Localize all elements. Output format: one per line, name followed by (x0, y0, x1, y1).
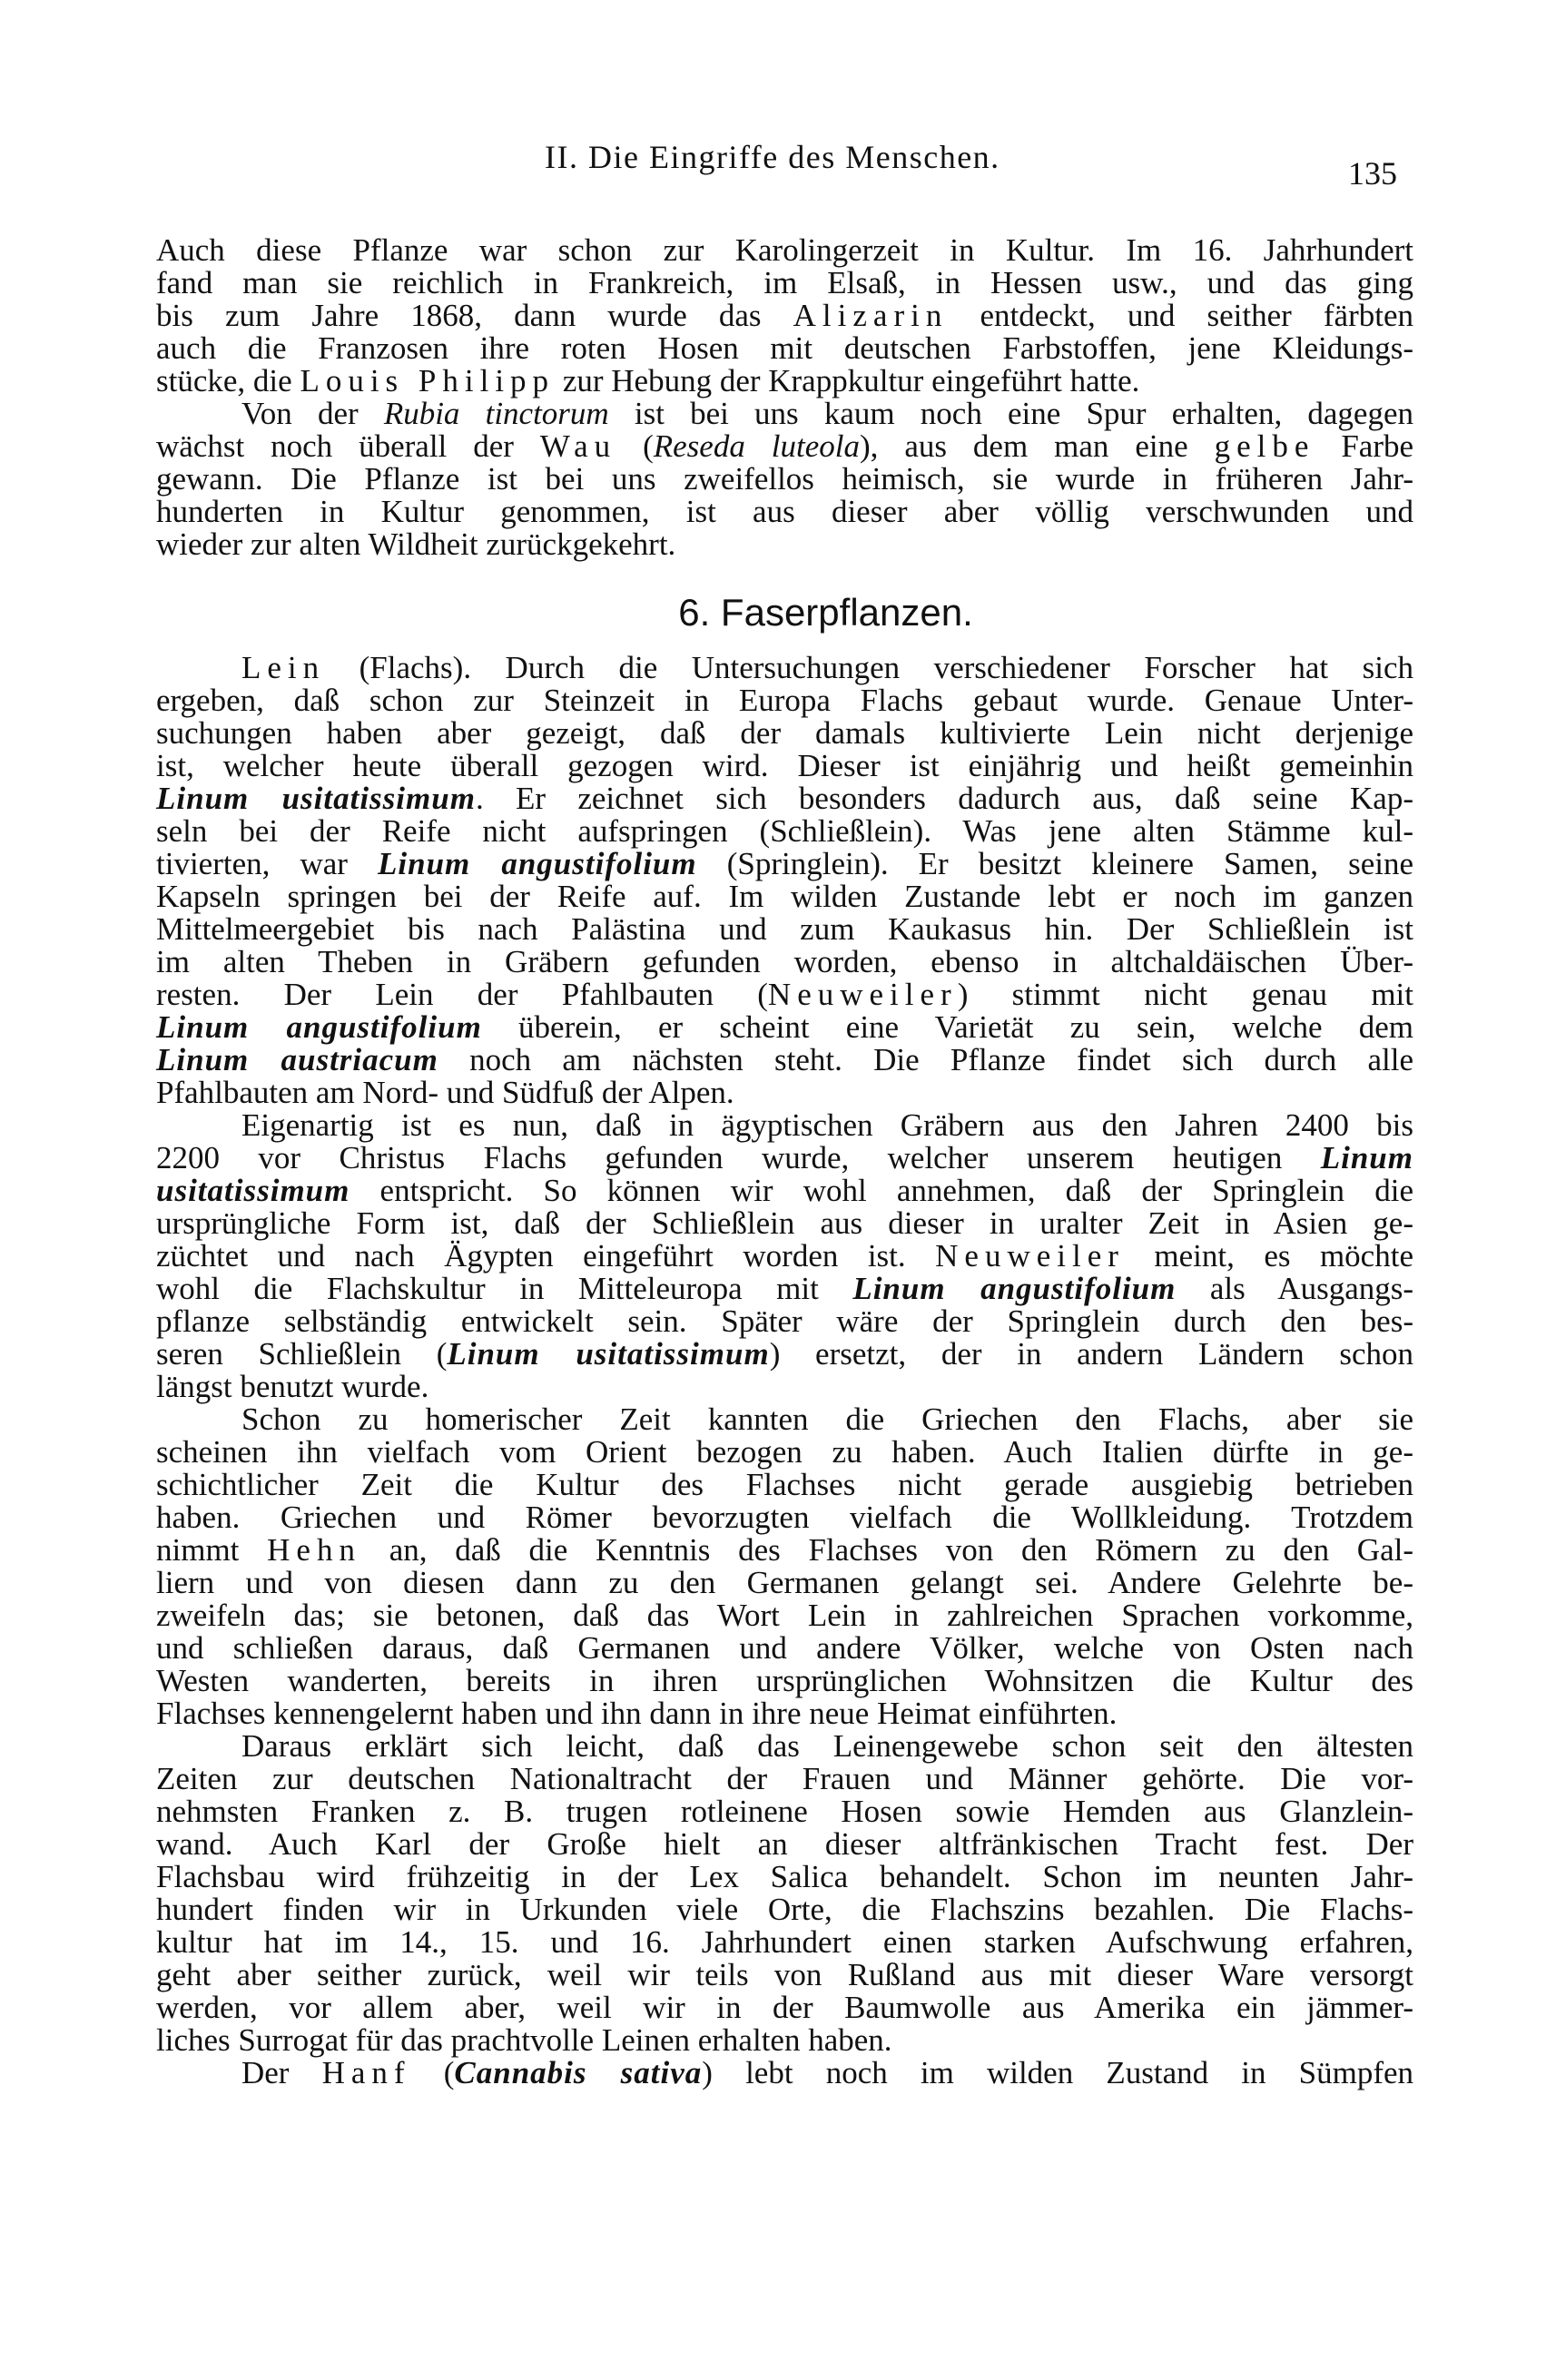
text-run: ) lebt noch im wilden Zustand in Sümpfen (702, 2055, 1414, 2090)
text-line: Pfahlbauten am Nord- und Südfuß der Alpen. (156, 1075, 734, 1110)
spaced-term: Louis Philipp (300, 363, 556, 398)
section-heading: 6. Faserpflanzen. (678, 591, 973, 634)
text-line: pflanze selbständig entwickelt sein. Später wäre der Springlein durch den bes- (156, 1303, 1413, 1339)
text-line: auch die Franzosen ihre roten Hosen mit deutschen Farbstoffen, jene Kleidungs- (156, 330, 1413, 366)
latin-name: usitatissimum (156, 1173, 350, 1208)
paragraph (156, 1730, 1413, 2057)
text-run: seren Schließlein ( (156, 1336, 448, 1372)
text-line: geht aber seither zurück, weil wir teils von Rußland aus mit dieser Ware versorgt (156, 1957, 1413, 1992)
text-line (156, 1240, 1413, 1273)
text-line: hundert finden wir in Urkunden viele Orte, die Flachszins bezahlen. Die Flachs- (156, 1892, 1413, 1927)
spaced-term: Hehn (267, 1532, 361, 1568)
spaced-term: Alizarin (793, 298, 949, 333)
text-line: Zeiten zur deutschen Nationaltracht der Frauen und Männer gehörte. Die vor- (156, 1761, 1413, 1796)
spaced-term: gelbe (1214, 428, 1315, 464)
spaced-term: Neuweiler (935, 1238, 1125, 1274)
text-line: seln bei der Reife nicht aufspringen (Schließlein). Was jene alten Stämme kul- (156, 813, 1413, 849)
text-line: gewann. Die Pflanze ist bei uns zweifellos heimisch, sie wurde in früheren Jahr- (156, 461, 1413, 497)
text-run: zur Hebung der Krappkultur eingeführt hatte. (555, 363, 1140, 398)
spaced-term: Neuweiler (767, 977, 958, 1012)
paragraph (156, 2057, 1413, 2090)
text-line: längst benutzt wurde. (156, 1369, 429, 1404)
text-line: kultur hat im 14., 15. und 16. Jahrhundert einen starken Aufschwung erfahren, (156, 1924, 1413, 1960)
text-line: liches Surrogat für das prachtvolle Leinen erhalten haben. (156, 2022, 892, 2058)
text-run: meint, es möchte (1124, 1238, 1413, 1274)
text-line: Flachsbau wird frühzeitig in der Lex Salica behandelt. Schon im neunten Jahr- (156, 1859, 1413, 1894)
text-line: nehmsten Franken z. B. trugen rotleinene Hosen sowie Hemden aus Glanzlein- (156, 1794, 1413, 1829)
page-number: 135 (1348, 155, 1397, 192)
text-line: Auch diese Pflanze war schon zur Karolingerzeit in Kultur. Im 16. Jahrhundert (156, 232, 1413, 268)
text-line: und schließen daraus, daß Germanen und andere Völker, welche von Osten nach (156, 1630, 1413, 1666)
text-line (156, 398, 1413, 430)
text-run: als Ausgangs- (1176, 1271, 1413, 1306)
latin-name: Linum angustifolium (378, 846, 697, 881)
text-run: 2200 vor Christus Flachs gefunden wurde, welcher unserem heutigen (156, 1140, 1321, 1175)
text-run: an, daß die Kenntnis des Flachses von den Römern zu den Gal- (360, 1532, 1413, 1568)
text-line: im alten Theben in Gräbern gefunden worden, ebenso in altchaldäischen Über- (156, 944, 1413, 979)
text-run: ) ersetzt, der in andern Ländern schon (769, 1336, 1413, 1372)
paragraph (156, 1403, 1413, 1730)
text-line (156, 365, 1413, 398)
text-line: liern und von diesen dann zu den Germanen gelangt sei. Andere Gelehrte be- (156, 1565, 1413, 1600)
text-run: Farbe (1315, 428, 1414, 464)
text-run: (Flachs). Durch die Untersuchungen verschiedener Forscher hat sich (325, 650, 1413, 685)
text-run: entspricht. So können wir wohl annehmen, daß der Springlein die (350, 1173, 1413, 1208)
spaced-term: Wau (539, 428, 617, 464)
paragraph (156, 1109, 1413, 1403)
text-run: überein, er scheint eine Varietät zu sein, welche dem (481, 1009, 1413, 1045)
latin-name: Linum angustifolium (156, 1009, 482, 1045)
text-line: fand man sie reichlich in Frankreich, im Elsaß, in Hessen usw., und das ging (156, 265, 1413, 300)
text-run: noch am nächsten steht. Die Pflanze findet sich durch alle (438, 1042, 1413, 1077)
latin-name: Linum (1320, 1140, 1413, 1175)
text-line: scheinen ihn vielfach vom Orient bezogen zu haben. Auch Italien dürfte in ge- (156, 1434, 1413, 1470)
text-line (156, 2057, 1413, 2090)
text-run: ) stimmt nicht genau mit (957, 977, 1413, 1012)
text-line: Westen wanderten, bereits in ihren ursprünglichen Wohnsitzen die Kultur des (156, 1663, 1413, 1698)
spaced-term: Lein (241, 650, 326, 685)
text-run: ( (410, 2055, 455, 2090)
text-line (156, 1044, 1413, 1077)
text-line (156, 1273, 1413, 1305)
text-line (156, 1338, 1413, 1371)
text-run: tivierten, war (156, 846, 378, 881)
running-title: II. Die Eingriffe des Menschen. (545, 139, 1000, 175)
text-run: ), aus dem man eine (859, 428, 1215, 464)
text-line: ist, welcher heute überall gezogen wird. Dieser ist einjährig und heißt gemeinhin (156, 748, 1413, 783)
text-line: zweifeln das; sie betonen, daß das Wort Lein in zahlreichen Sprachen vorkomme, (156, 1598, 1413, 1633)
text-line: Mittelmeergebiet bis nach Palästina und zum Kaukasus hin. Der Schließlein ist (156, 911, 1413, 947)
latin-name: Rubia tinctorum (383, 396, 609, 431)
spaced-term: Hanf (321, 2055, 411, 2090)
text-run: Der (241, 2055, 322, 2090)
text-line: suchungen haben aber gezeigt, daß der damals kultivierte Lein nicht derjenige (156, 715, 1413, 751)
text-run: Von der (241, 396, 384, 431)
text-line (156, 1534, 1413, 1567)
latin-name: Linum usitatissimum (447, 1336, 770, 1372)
text-run: ( (616, 428, 654, 464)
text-run: resten. Der Lein der Pfahlbauten ( (156, 977, 768, 1012)
text-line: Flachses kennengelernt haben und ihn dann in ihre neue Heimat einführten. (156, 1696, 1118, 1731)
text-line (156, 1011, 1413, 1044)
text-line: Daraus erklärt sich leicht, daß das Leinengewebe schon seit den ältesten (241, 1728, 1413, 1764)
text-line: hunderten in Kultur genommen, ist aus dieser aber völlig verschwunden und (156, 494, 1413, 529)
page-body (156, 234, 1413, 2090)
text-run: wohl die Flachskultur in Mitteleuropa mit (156, 1271, 853, 1306)
latin-name: Linum usitatissimum (156, 781, 476, 816)
paragraph (156, 398, 1413, 561)
text-line: ursprüngliche Form ist, daß der Schließlein aus dieser in uralter Zeit in Asien ge- (156, 1205, 1413, 1241)
text-line: werden, vor allem aber, weil wir in der Baumwolle aus Amerika ein jämmer- (156, 1990, 1413, 2025)
text-line (156, 979, 1413, 1011)
text-line (156, 782, 1413, 815)
text-line (156, 430, 1413, 463)
text-line: ergeben, daß schon zur Steinzeit in Europa Flachs gebaut wurde. Genaue Unter- (156, 683, 1413, 718)
text-run: stücke, die (156, 363, 300, 398)
text-run: züchtet und nach Ägypten eingeführt worden ist. (156, 1238, 936, 1274)
running-head (0, 138, 1556, 192)
text-run: entdeckt, und seither färbten (948, 298, 1413, 333)
text-run: wächst noch überall der (156, 428, 540, 464)
paragraph (156, 234, 1413, 398)
text-run: bis zum Jahre 1868, dann wurde das (156, 298, 793, 333)
text-line (156, 652, 1413, 684)
text-line: wand. Auch Karl der Große hielt an dieser altfränkischen Tracht fest. Der (156, 1826, 1413, 1862)
text-run: ist bei uns kaum noch eine Spur erhalten, dagegen (608, 396, 1413, 431)
text-run: . Er zeichnet sich besonders dadurch aus, daß seine Kap- (475, 781, 1413, 816)
text-line: haben. Griechen und Römer bevorzugten vielfach die Wollkleidung. Trotzdem (156, 1500, 1413, 1535)
text-line (156, 300, 1413, 332)
text-line (156, 848, 1413, 880)
latin-name: Cannabis sativa (454, 2055, 703, 2090)
paragraph (156, 652, 1413, 1109)
text-line: Eigenartig ist es nun, daß in ägyptischen Gräbern aus den Jahren 2400 bis (241, 1107, 1413, 1143)
latin-name: Linum angustifolium (852, 1271, 1177, 1306)
text-line: schichtlicher Zeit die Kultur des Flachses nicht gerade ausgiebig betrieben (156, 1467, 1413, 1502)
text-run: (Springlein). Er besitzt kleinere Samen, seine (696, 846, 1414, 881)
latin-name: Reseda luteola (653, 428, 860, 464)
text-run: nimmt (156, 1532, 268, 1568)
text-line: Kapseln springen bei der Reife auf. Im wilden Zustande lebt er noch im ganzen (156, 879, 1413, 914)
text-line: wieder zur alten Wildheit zurückgekehrt. (156, 526, 676, 562)
text-line: Schon zu homerischer Zeit kannten die Griechen den Flachs, aber sie (241, 1401, 1413, 1437)
latin-name: Linum austriacum (156, 1042, 438, 1077)
text-line (156, 1175, 1413, 1207)
text-line (156, 1142, 1413, 1175)
